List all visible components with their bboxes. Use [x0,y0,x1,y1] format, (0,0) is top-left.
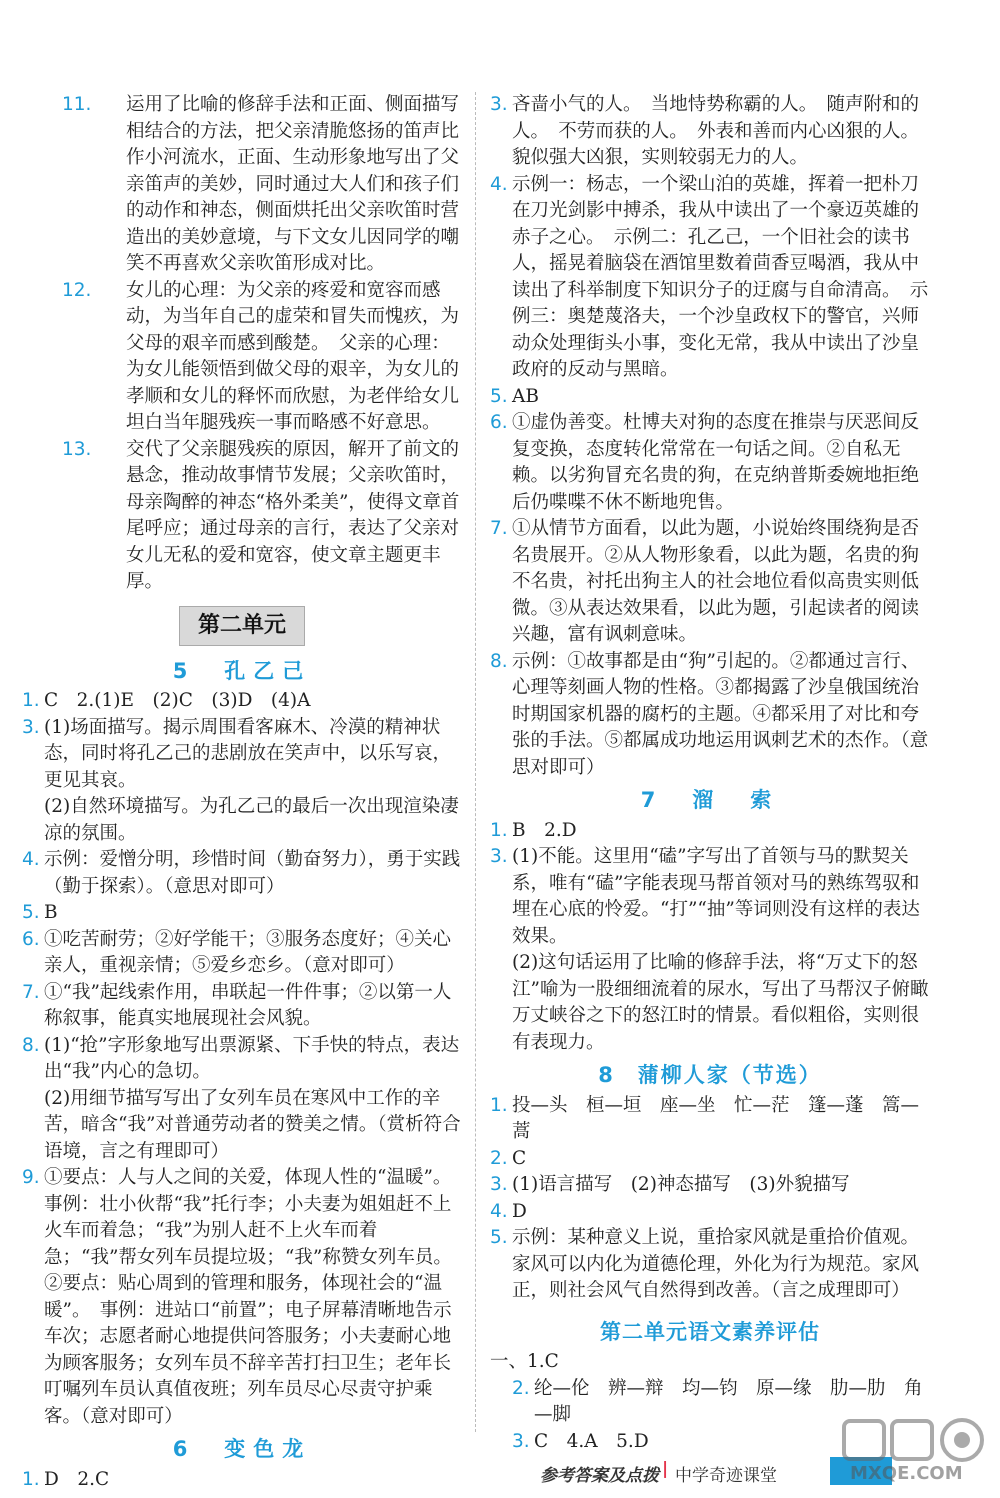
answer-item-11 [62,92,462,278]
lesson-6-title: 6 变色龙 [172,1437,312,1461]
item-text: ①要点：人与人之间的关爱，体现人性的“温暖”。 [44,1167,452,1188]
item-number: 1. [22,1468,40,1490]
item-text: B 2.D [512,819,577,841]
answer-item [490,818,930,845]
item-number: 8. [22,1034,40,1056]
item-text: (1)场面描写。揭示周围看客麻木、冷漠的精神状态，同时将孔乙己的悲剧放在笑声中，以乐写哀，更见其哀。 [44,716,452,791]
item-number: 3. [512,1430,530,1452]
item-number: 1. [22,690,40,711]
answer-item [490,1146,930,1173]
item-number: 13. [62,438,92,460]
item-text: AB [512,385,539,407]
answer-item [490,1093,930,1146]
item-number: 9. [22,1167,40,1188]
answer-item-12 [62,278,462,437]
item-text: C 4.A 5.D [534,1430,649,1452]
answer-item [22,980,462,1033]
item-number: 5. [490,1227,508,1248]
right-column [490,92,930,1455]
answer-item [490,92,930,172]
answer-item [490,410,930,516]
answer-subitem: 事例：壮小伙帮“我”托行李；小夫妻为姐姐赶不上火车而着急；“我”为别人赶不上火车而着急；“我”帮女列车员提垃圾；“我”称赞女列车员。 [44,1193,452,1268]
item-number: 8. [490,650,508,672]
item-text: 示例：某种意义上说，重拾家风就是重拾价值观。家风可以内化为道德伦理，外化为行为规范。家风正，则社会风气自然得到改善。（言之成理即可） [512,1227,920,1301]
answer-subitem: (2)这句话运用了比喻的修辞手法，将“万丈下的怒江”喻为一股细细流着的尿水，写出了马帮汉子俯瞰万丈峡谷之下的怒江时的情景。看似粗俗，实则很有表现力。 [512,952,929,1053]
item-text: 投—头 桓—垣 座—坐 忙—茫 篷—蓬 篙—蒿 [512,1094,920,1142]
left-column [22,92,462,1493]
item-number: 3. [490,1174,508,1195]
item-text: B [44,902,58,923]
watermark [840,1415,990,1493]
item-text: 纶—伦 辨—辩 均—钧 原—缘 肋—肋 角—脚 [534,1377,923,1425]
item-text: ①吃苦耐劳；②好学能干；③服务态度好；④关心亲人，重视亲情；⑤爱乡恋乡。（意对即可） [44,928,452,976]
footer-answer-label: 参考答案及点拨 [540,1466,659,1486]
item-number: 4. [490,173,508,195]
answer-item-13 [62,437,462,596]
item-text: C [512,1147,527,1169]
footer-brand: 中学奇迹课堂 [675,1466,777,1486]
answer-item [22,927,462,980]
answer-item [22,900,462,927]
item-number: 1. [490,819,508,841]
item-text: ①从情节方面看，以此为题，小说始终围绕狗是否名贵展开。②从人物形象看，以此为题，名贵的狗不名贵，衬托出狗主人的社会地位看似高贵实则低微。③从表达效果看，以此为题，引起读者的阅读兴趣，富有讽刺意味。 [512,518,920,645]
answer-item [22,1165,462,1192]
item-number: 3. [490,94,508,115]
item-text: 女儿的心理：为父亲的疼爱和宽容而感动，为当年自己的虚荣和冒失而愧疚，为父母的艰辛而感到酸楚。 父亲的心理：为女儿能领悟到做父母的艰辛，为女儿的孝顺和女儿的释怀而欣慰，为老伴给女儿坦白当年腿残疾一事而略感不好意思。 [126,279,460,433]
lesson-5-title: 5 孔乙己 [172,658,312,683]
answer-subitem: (2)自然环境描写。为孔乙己的最后一次出现渲染凄凉的氛围。 [44,796,459,844]
answer-subitem: ②要点：贴心周到的管理和服务，体现社会的“温暖”。 事例：进站口“前置”；电子屏幕清晰地告示车次；志愿者耐心地提供问答服务；小夫妻耐心地为顾客服务；女列车员不辞辛苦打扫卫生；老年长叮嘱列车员认真值夜班；列车员尽心尽责守护乘客。（意对即可） [44,1273,452,1427]
item-text: 示例一：杨志，一个梁山泊的英雄，挥着一把朴刀在刀光剑影中搏杀，我从中读出了一个豪迈英雄的赤子之心。 示例二：孔乙己，一个旧社会的读书人，摇晃着脑袋在酒馆里数着茴香豆喝酒，我从中读出了科举制度下知识分子的迂腐与自命清高。 示例三：奥楚蔑洛夫，一个沙皇政权下的警官，兴师动众处理街头小事，变化无常，我从中读出了沙皇政府的反动与黑暗。 [512,173,929,380]
item-number: 3. [490,846,508,867]
item-text: 交代了父亲腿残疾的原因，解开了前文的悬念，推动故事情节发展；父亲吹笛时，母亲陶醉的神态“格外柔美”，使得文章首尾呼应；通过母亲的言行，表达了父亲对女儿无私的爱和宽容，使文章主题更丰厚。 [126,438,460,592]
answer-item [490,844,930,950]
assessment-part-1: 一、1.C [490,1351,559,1372]
answer-item [22,715,462,795]
item-text: 示例：①故事都是由“狗”引起的。②都通过言行、心理等刻画人物的性格。③都揭露了沙皇俄国统治时期国家机器的腐朽的主题。④都采用了对比和夸张的手法。⑤都属成功地运用讽刺艺术的杰作。（意思对即可） [512,650,929,778]
item-text: D [512,1200,527,1222]
item-number: 2. [512,1377,530,1399]
answer-item [490,649,930,782]
item-text: 运用了比喻的修辞手法和正面、侧面描写相结合的方法，把父亲清脆悠扬的笛声比作小河流水，正面、生动形象地写出了父亲笛声的美妙，同时通过大人们和孩子们的动作和神态，侧面烘托出父亲吹笛时营造出的美妙意境，与下文女儿因同学的嘲笑不再喜欢父亲吹笛形成对比。 [126,94,460,274]
item-number: 1. [490,1094,508,1116]
item-text: C 2.(1)E (2)C (3)D (4)A [44,690,311,711]
item-text: (1)“抢”字形象地写出票源紧、下手快的特点，表达出“我”内心的急切。 [44,1034,460,1082]
item-number: 7. [22,981,40,1003]
answer-item [490,384,930,411]
item-number: 5. [490,385,508,407]
item-text: 示例：爱憎分明，珍惜时间（勤奋努力），勇于实践（勤于探索）。（意思对即可） [44,849,461,897]
item-number: 7. [490,518,508,539]
item-number: 11. [62,94,92,115]
answer-item [490,516,930,649]
item-text: ①“我”起线索作用，串联起一件件事；②以第一人称叙事，能真实地展现社会风貌。 [44,981,452,1029]
footer-separator: | [662,1459,669,1479]
lesson-7-title: 7 溜 索 [640,788,780,812]
answer-item [490,1199,930,1226]
lesson-8-title: 8 蒲柳人家（节选） [598,1063,822,1087]
item-number: 12. [62,279,92,301]
item-number: 6. [22,928,40,950]
item-text: (1)不能。这里用“磕”字写出了首领与马的默契关系，唯有“磕”字能表现马帮首领对马的熟练驾驭和埋在心底的怜爱。“打”“抽”等词则没有这样的表达效果。 [512,846,920,947]
item-number: 4. [22,849,40,870]
item-number: 2. [490,1147,508,1169]
answer-item [490,172,930,384]
item-text: D 2.C [44,1468,110,1490]
answer-item [490,1225,930,1305]
item-text: 吝啬小气的人。 当地恃势称霸的人。 随声附和的人。 不劳而获的人。 外表和善而内心凶狠的人。貌似强大凶狠，实则较弱无力的人。 [512,94,920,168]
unit-title: 第二单元 [179,606,305,646]
answer-item [22,847,462,900]
answer-item [22,1033,462,1086]
answer-item [22,688,462,715]
answer-item [490,1172,930,1199]
item-number: 5. [22,902,40,923]
answer-circle-logo-icon [840,1415,990,1465]
answer-subitem: (2)用细节描写写出了女列车员在寒风中工作的辛苦，暗含“我”对普通劳动者的赞美之情。（赏析符合语境，言之有理即可） [44,1087,461,1162]
watermark-text: MXQE.COM [850,1463,963,1484]
answer-item [22,1467,462,1494]
item-number: 4. [490,1200,508,1222]
item-number: 3. [22,716,40,738]
item-number: 6. [490,412,508,433]
item-text: ①虚伪善变。杜博夫对狗的态度在推崇与厌恶间反复变换，态度转化常常在一句话之间。②自私无赖。以劣狗冒充名贵的狗，在克纳普斯委婉地拒绝后仍喋喋不休不断地兜售。 [512,412,920,513]
item-text: (1)语言描写 (2)神态描写 (3)外貌描写 [512,1174,850,1195]
assessment-title: 第二单元语文素养评估 [600,1319,820,1344]
column-divider [475,92,476,1432]
